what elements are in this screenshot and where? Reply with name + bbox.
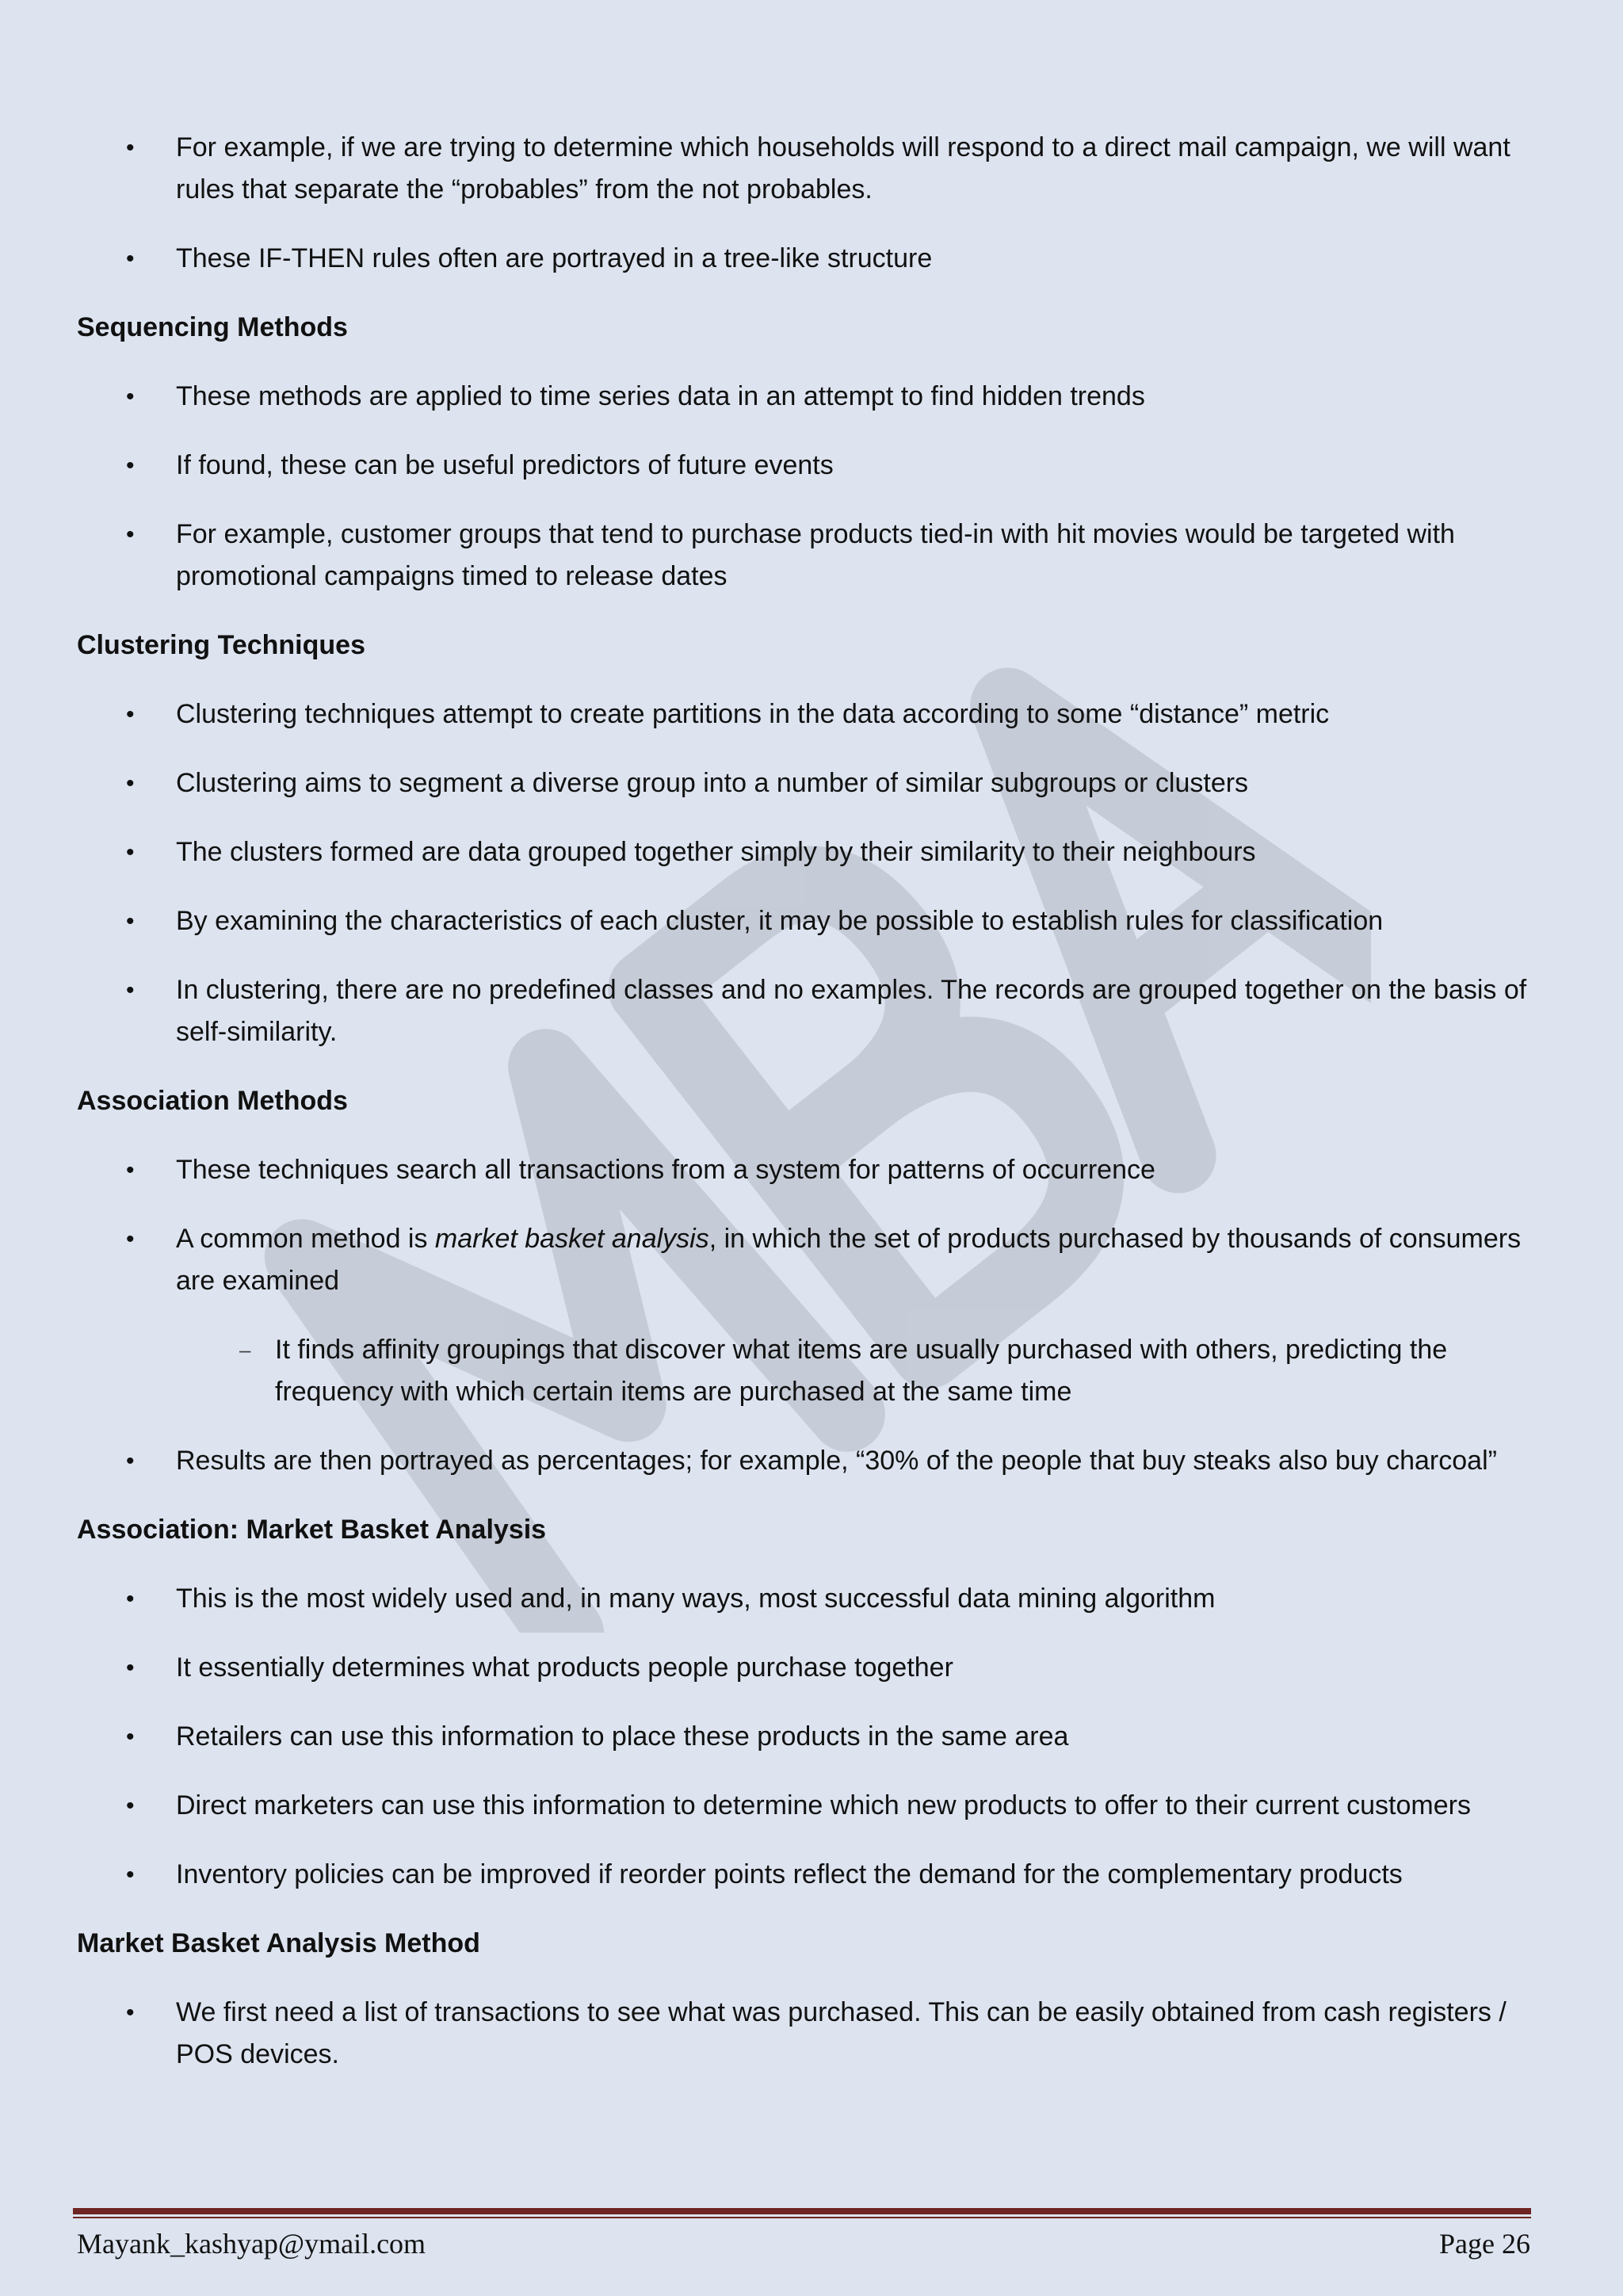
footer-email: Mayank_kashyap@ymail.com <box>77 2228 426 2260</box>
association-bullet-list <box>77 1149 1535 1482</box>
intro-bullet-list <box>77 127 1535 280</box>
list-item: • These methods are applied to time series data in an attempt to find hidden trends <box>77 376 1535 418</box>
footer-rule <box>73 2208 1531 2214</box>
list-item: • For example, customer groups that tend to purchase products tied-in with hit movies would be targeted with promotional campaigns timed to release dates <box>77 514 1535 598</box>
list-item: • This is the most widely used and, in many ways, most successful data mining algorithm <box>77 1578 1535 1620</box>
list-item: • By examining the characteristics of each cluster, it may be possible to establish rules for classification <box>77 900 1535 942</box>
section-heading-sequencing: Sequencing Methods <box>77 312 348 342</box>
list-item: • If found, these can be useful predictors of future events <box>77 445 1535 487</box>
sub-list-item: – It finds affinity groupings that discover what items are usually purchased with others, predicting the frequency with which certain items are purchased at the same time <box>176 1329 1535 1413</box>
list-item: • Inventory policies can be improved if reorder points reflect the demand for the complementary products <box>77 1854 1535 1896</box>
list-item: • In clustering, there are no predefined classes and no examples. The records are grouped together on the basis of self-similarity. <box>77 969 1535 1053</box>
bullet-icon: • <box>126 521 135 548</box>
bullet-icon: • <box>126 839 135 865</box>
bullet-icon: • <box>126 2000 135 2026</box>
bullet-icon: • <box>126 1793 135 1819</box>
bullet-icon: • <box>126 701 135 728</box>
bullet-icon: • <box>126 1157 135 1183</box>
list-item: • Direct marketers can use this information to determine which new products to offer to their current customers <box>77 1785 1535 1827</box>
market-basket-bullet-list <box>77 1578 1535 1896</box>
list-item: • We first need a list of transactions to see what was purchased. This can be easily obtained from cash registers / POS devices. <box>77 1992 1535 2076</box>
sequencing-bullet-list <box>77 376 1535 598</box>
list-item: • These techniques search all transactions from a system for patterns of occurrence <box>77 1149 1535 1191</box>
list-item: • These IF-THEN rules often are portrayed in a tree-like structure <box>77 238 1535 280</box>
page-footer <box>77 2224 1530 2264</box>
bullet-icon: • <box>126 1226 135 1252</box>
italic-term: market basket analysis <box>434 1224 709 1254</box>
list-item: • A common method is market basket analysis, in which the set of products purchased by thousands of consumers are examined – It finds affinity groupings that discover what items are usually purchased with others, predicting the frequency with which certain items are purchased at the same time <box>77 1218 1535 1413</box>
bullet-icon: • <box>126 384 135 410</box>
list-item: • Clustering aims to segment a diverse group into a number of similar subgroups or clusters <box>77 762 1535 804</box>
bullet-icon: • <box>126 908 135 934</box>
list-item: • Results are then portrayed as percentages; for example, “30% of the people that buy steaks also buy charcoal” <box>77 1440 1535 1482</box>
bullet-icon: • <box>126 453 135 479</box>
section-heading-market-basket: Association: Market Basket Analysis <box>77 1515 547 1545</box>
list-item: • For example, if we are trying to determine which households will respond to a direct mail campaign, we will want rules that separate the “probables” from the not probables. <box>77 127 1535 211</box>
bullet-icon: • <box>126 135 135 161</box>
section-heading-association: Association Methods <box>77 1086 348 1116</box>
section-heading-mba-method: Market Basket Analysis Method <box>77 1928 480 1958</box>
bullet-icon: • <box>126 977 135 1003</box>
bullet-icon: • <box>126 1586 135 1612</box>
bullet-icon: • <box>126 1724 135 1750</box>
list-item: • The clusters formed are data grouped together simply by their similarity to their neighbours <box>77 831 1535 873</box>
mba-method-bullet-list <box>77 1992 1535 2076</box>
bullet-icon: • <box>126 1655 135 1681</box>
dash-icon: – <box>239 1338 251 1362</box>
bullet-icon: • <box>126 770 135 797</box>
footer-rule-thin <box>73 2217 1531 2218</box>
section-heading-clustering: Clustering Techniques <box>77 630 365 660</box>
footer-page-number: Page 26 <box>1439 2228 1530 2260</box>
clustering-bullet-list <box>77 693 1535 1053</box>
bullet-icon: • <box>126 1448 135 1474</box>
bullet-icon: • <box>126 1862 135 1888</box>
page-content <box>77 127 1535 2103</box>
association-sub-list <box>176 1329 1535 1413</box>
list-item: • It essentially determines what products people purchase together <box>77 1647 1535 1689</box>
list-item: • Retailers can use this information to place these products in the same area <box>77 1716 1535 1758</box>
bullet-icon: • <box>126 246 135 272</box>
list-item: • Clustering techniques attempt to create partitions in the data according to some “distance” metric <box>77 693 1535 735</box>
